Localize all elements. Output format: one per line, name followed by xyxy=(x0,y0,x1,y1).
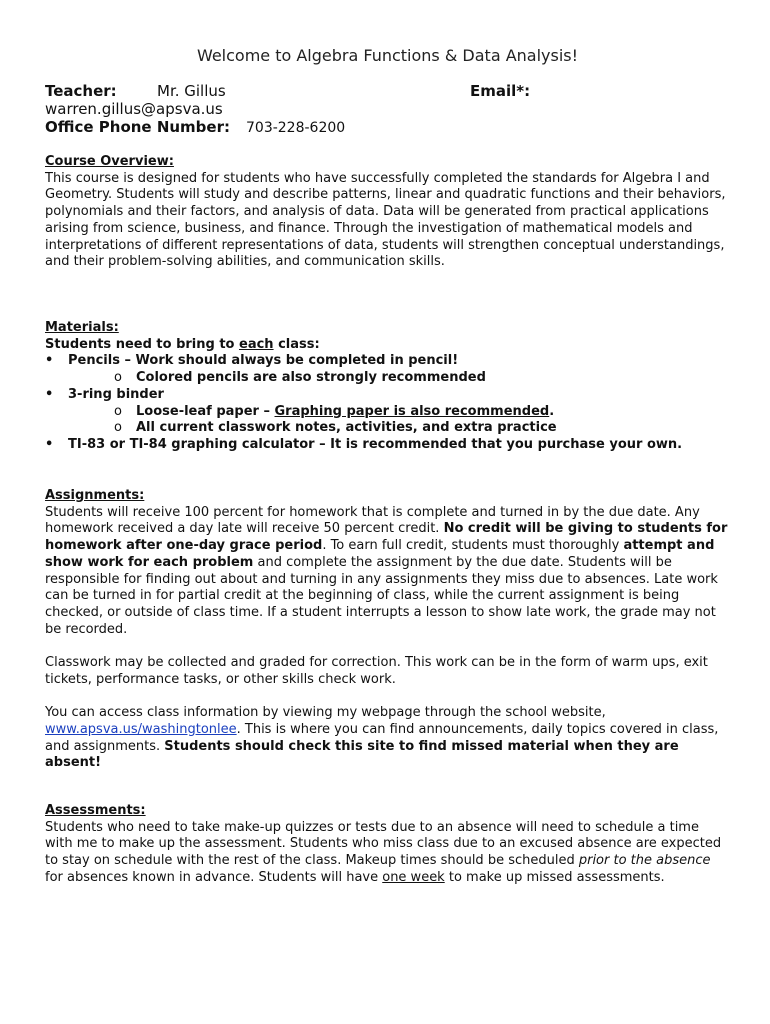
paper-period: . xyxy=(549,403,555,419)
materials-subitem-colored-pencils: Colored pencils are also strongly recommended xyxy=(136,370,486,386)
sub-bullet-icon: o xyxy=(114,370,122,386)
assignments-paragraph-3 xyxy=(45,705,730,772)
materials-section xyxy=(45,320,730,454)
sub-bullet-icon: o xyxy=(114,403,122,419)
school-website-link[interactable]: www.apsva.us/washingtonlee xyxy=(45,721,237,737)
email-value: warren.gillus@apsva.us xyxy=(45,100,223,118)
email-label-wrap xyxy=(470,82,530,100)
materials-intro-each: each xyxy=(239,336,274,352)
list-subitem xyxy=(45,370,730,387)
assessments-p1-a: Students who need to take make-up quizzes or tests due to an absence will need to schedule a time with me to make up the assessment. Students who miss class due to an excused absence are expected to stay on schedule with the rest of the class. Makeup times should be scheduled xyxy=(45,819,722,869)
assignments-p1-e: and complete the assignment by the due date. Students will be responsible for finding out about and turning in any assignments they miss due to absences. Late work can be turned in for partial credit at the beginning of class, while the current assignment is being checked, or outside of class time. If a student interrupts a lesson to show late work, the grade may not be recorded. xyxy=(45,554,718,637)
materials-intro-end: class: xyxy=(273,336,320,352)
assessments-p1-underline: one week xyxy=(382,869,445,885)
course-overview-text: This course is designed for students who have successfully completed the standards for Algebra I and Geometry. Students will study and describe patterns, linear and quadratic functions and their behaviors, polynomials and their factors, and analysis of data. Data will be generated from practical applications arising from science, business, and finance. Through the investigation of mathematical models and interpretations of different representations of data, students will strengthen conceptual understandings, and their problem-solving abilities, and communication skills. xyxy=(45,170,726,270)
list-subitem xyxy=(45,404,730,421)
assessments-p1-c: to make up missed assessments. xyxy=(444,869,665,885)
assignments-heading: Assignments: xyxy=(45,488,145,503)
course-overview-section xyxy=(45,154,730,271)
graphing-paper-text: Graphing paper is also recommended xyxy=(274,403,550,419)
assignments-paragraph-2: Classwork may be collected and graded for correction. This work can be in the form of warm ups, exit tickets, performance tasks, or other skills check work. xyxy=(45,655,708,687)
materials-intro-text: Students need to bring to xyxy=(45,336,240,352)
teacher-row xyxy=(45,82,117,100)
list-item xyxy=(45,387,730,404)
assignments-p1-c: . To earn full credit, students must thoroughly xyxy=(322,538,624,554)
page-title: Welcome to Algebra Functions & Data Analysis! xyxy=(196,46,579,65)
assignments-section xyxy=(45,488,730,772)
materials-item-binder: 3-ring binder xyxy=(68,386,164,402)
assessments-p1-b: for absences known in advance. Students will have xyxy=(45,869,383,885)
materials-subitem-notes: All current classwork notes, activities, and extra practice xyxy=(136,420,557,436)
assessments-paragraph xyxy=(45,820,730,887)
phone-row xyxy=(45,118,230,136)
materials-intro xyxy=(45,337,730,354)
materials-item-pencils: Pencils – Work should always be completed in pencil! xyxy=(68,353,459,369)
assignments-p1-a: Students will receive 100 percent for homework that is complete and turned in by the due date. Any homework received a day late will receive 50 percent credit. xyxy=(45,504,700,537)
sub-bullet-icon: o xyxy=(114,420,122,436)
materials-heading: Materials: xyxy=(45,320,119,335)
assessments-section xyxy=(45,803,730,887)
bullet-icon: • xyxy=(45,436,54,452)
list-item xyxy=(45,353,730,370)
teacher-name: Mr. Gillus xyxy=(157,82,226,100)
materials-subitem-paper xyxy=(45,404,730,421)
assessments-p1-italic: prior to the absence xyxy=(578,853,711,869)
bullet-icon: • xyxy=(45,353,54,369)
bullet-icon: • xyxy=(45,386,54,402)
assignments-p1-bold-2: attempt and show work for each problem xyxy=(45,538,715,570)
paper-text: Loose-leaf paper – xyxy=(136,403,275,419)
list-subitem xyxy=(45,420,730,437)
assignments-p3-a: You can access class information by viewing my webpage through the school website, xyxy=(45,705,606,721)
assignments-p1-bold-1: No credit will be giving to students for homework after one-day grace period xyxy=(45,521,728,554)
phone-label: Office Phone Number: xyxy=(45,118,230,136)
assignments-p3-bold: Students should check this site to find missed material when they are absent! xyxy=(45,738,679,771)
assignments-p3-b: . This is where you can find announcements, daily topics covered in class, and assignments. xyxy=(45,721,719,754)
list-item xyxy=(45,437,730,454)
phone-value: 703-228-6200 xyxy=(246,120,346,136)
assessments-heading: Assessments: xyxy=(45,803,146,818)
course-overview-heading: Course Overview: xyxy=(45,154,174,169)
assignments-paragraph-1 xyxy=(45,505,730,639)
email-label: Email*: xyxy=(470,82,531,100)
teacher-label: Teacher: xyxy=(45,82,117,100)
materials-item-calculator: TI-83 or TI-84 graphing calculator – It is recommended that you purchase your own. xyxy=(68,436,683,452)
